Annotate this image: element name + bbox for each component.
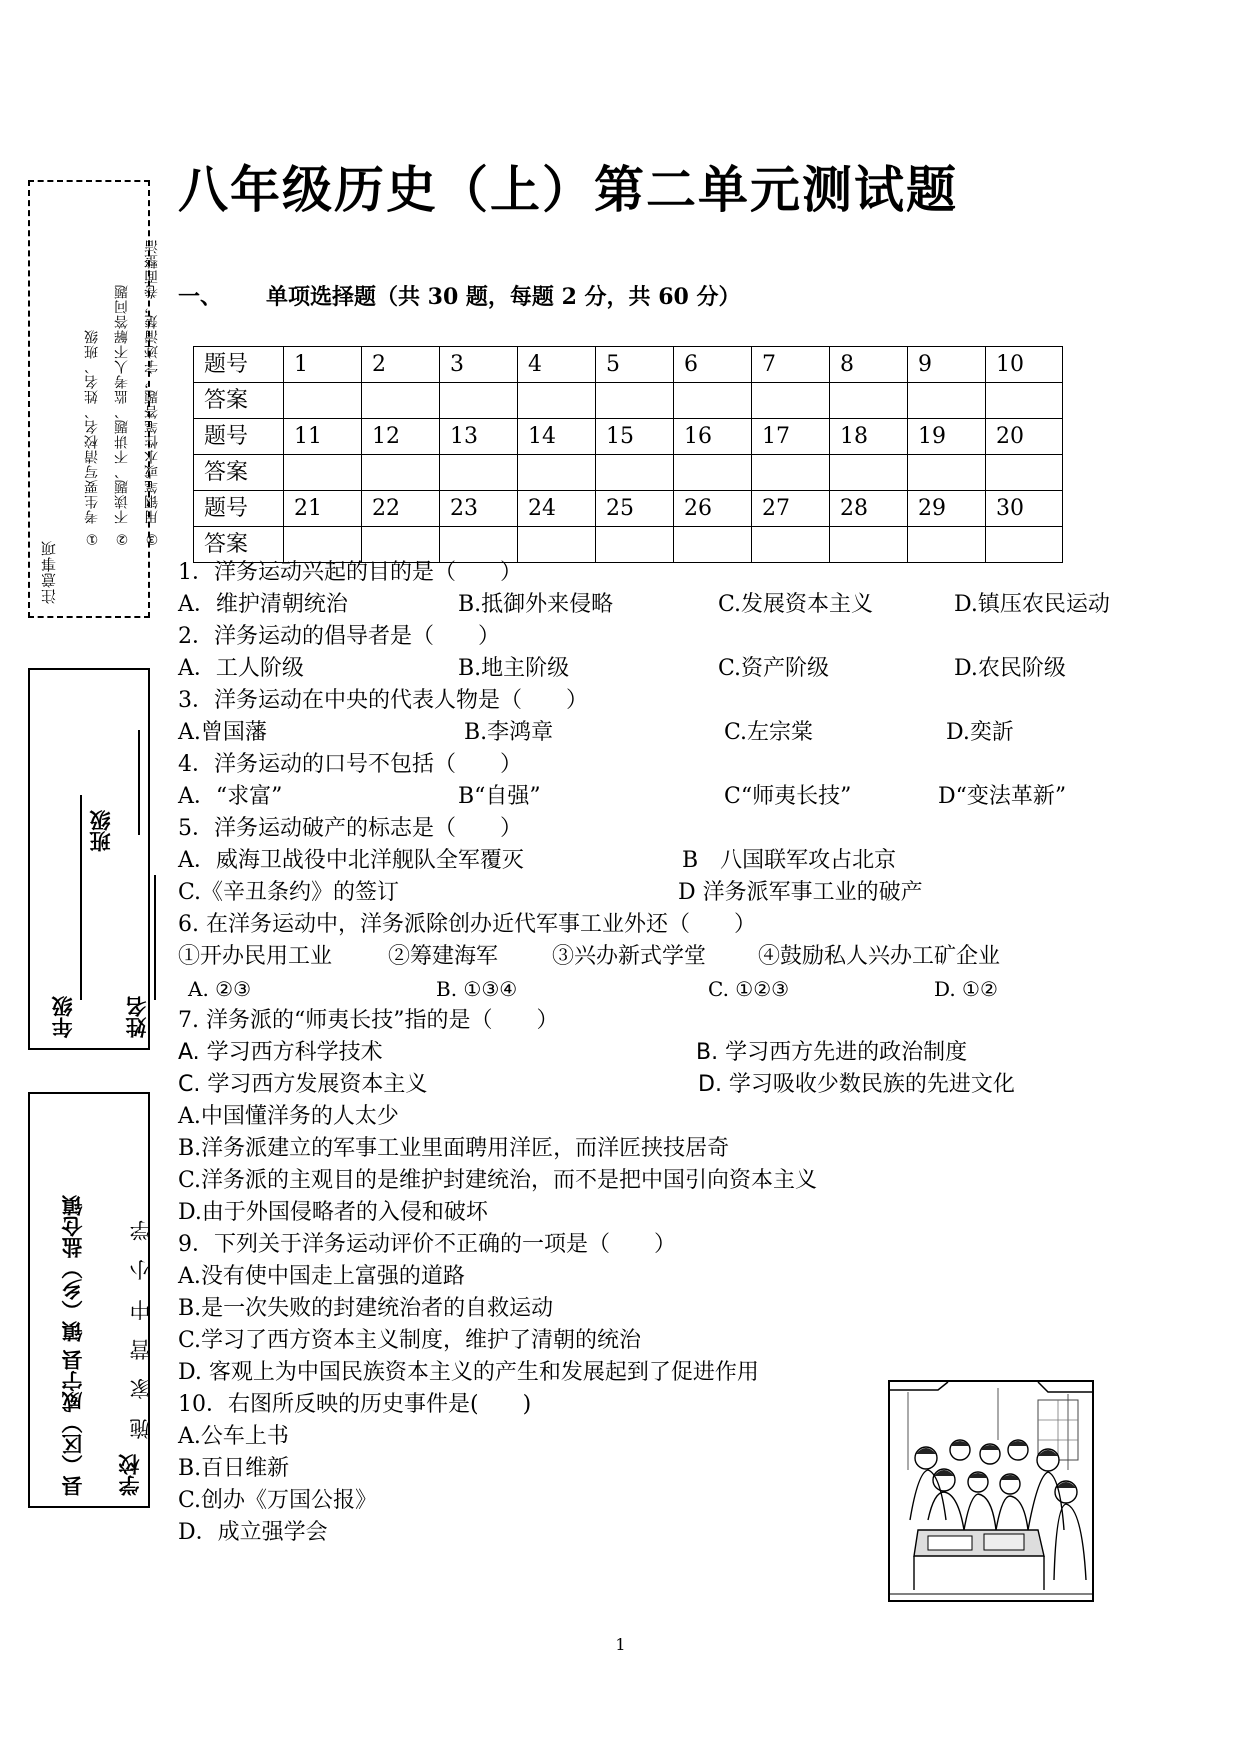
page-number: 1 [615,1635,626,1654]
name-blank[interactable] [154,875,156,1000]
option-text: D 洋务派军事工业的破产 [678,880,923,905]
option-row [178,877,1098,909]
option-text: ③兴办新式学堂 [552,944,707,969]
option-row [178,845,1098,877]
question-number: 29 [908,491,986,527]
table-row [194,419,1063,455]
option-text: D. ①② [934,977,998,1001]
question-number: 8 [830,347,908,383]
table-row [194,383,1063,419]
question-number: 26 [674,491,752,527]
school-info-box [28,1092,153,1508]
answer-table [193,346,1063,563]
option-text: A. ②③ [188,977,252,1001]
option-text: C.发展资本主义 [718,592,874,617]
section-number: 一、 [178,284,223,310]
option-text: D.农民阶级 [954,656,1066,681]
class-blank[interactable] [138,730,140,835]
question-text: 5．洋务运动破产的标志是（ ） [178,816,522,841]
option-row [178,781,1098,813]
answer-cell[interactable] [830,455,908,491]
question-number: 24 [518,491,596,527]
question-number: 23 [440,491,518,527]
option-text: D. 客观上为中国民族资本主义的产生和发展起到了促进作用 [178,1360,759,1385]
notice-box [28,180,160,618]
question-number: 19 [908,419,986,455]
question-number: 14 [518,419,596,455]
option-text: B.洋务派建立的军事工业里面聘用洋匠，而洋匠挟技居奇 [178,1136,730,1161]
option-text: B.百日维新 [178,1456,290,1481]
option-text: D.奕訢 [946,720,1014,745]
question-number: 20 [986,419,1063,455]
option-text: D. 学习吸收少数民族的先进文化 [698,1072,1015,1097]
question-number: 9 [908,347,986,383]
question-stem [178,1229,1098,1261]
option-text: ①开办民用工业 [178,944,333,969]
option-text: D“变法革新” [938,784,1067,809]
option-row [178,1069,1098,1101]
page-title: 八年级历史（上）第二单元测试题 [178,160,958,219]
answer-cell[interactable] [440,383,518,419]
answer-cell[interactable] [830,383,908,419]
answer-cell[interactable] [908,455,986,491]
question-number: 11 [284,419,362,455]
option-row [178,941,1098,973]
answer-cell[interactable] [440,455,518,491]
option-text: ④鼓励私人兴办工矿企业 [758,944,1001,969]
question-number: 5 [596,347,674,383]
question-number: 4 [518,347,596,383]
question-text: 10．右图所反映的历史事件是( ) [178,1392,532,1417]
question-stem [178,557,1098,589]
question-number: 28 [830,491,908,527]
question-stem [178,1005,1098,1037]
question-text: 3．洋务运动在中央的代表人物是（ ） [178,688,588,713]
question-number: 27 [752,491,830,527]
option-text: C“师夷长技” [724,784,852,809]
answer-label: 答案 [194,527,284,563]
grade-label: 年级 [50,996,75,1038]
notice-item-1: ① 考生要写清校名、姓名、班级 [84,328,100,546]
question-stem [178,621,1098,653]
answer-cell[interactable] [986,455,1063,491]
option-row [178,1133,1098,1165]
option-text: A. 学习西方科学技术 [178,1040,383,1065]
answer-cell[interactable] [908,383,986,419]
answer-cell[interactable] [986,383,1063,419]
question-text: 4．洋务运动的口号不包括（ ） [178,752,522,777]
option-text: B.抵御外来侵略 [458,592,614,617]
question-number: 16 [674,419,752,455]
question-text: 1．洋务运动兴起的目的是（ ） [178,560,522,585]
option-text: B. ①③④ [436,977,518,1001]
option-text: B.李鸿章 [464,720,554,745]
notice-item-2: ② 不读题、不讲题、监考人不解答问题 [114,283,130,546]
option-text: C.洋务派的主观目的是维护封建统治，而不是把中国引向资本主义 [178,1168,818,1193]
option-text: A．维护清朝统治 [178,592,348,617]
option-row [178,1165,1098,1197]
question-number: 3 [440,347,518,383]
option-text: B 八国联军攻占北京 [682,848,897,873]
section-heading [178,280,741,311]
answer-cell[interactable] [752,455,830,491]
option-text: C.资产阶级 [718,656,830,681]
option-text: B.是一次失败的封建统治者的自救运动 [178,1296,554,1321]
option-text: A．“求富” [178,784,283,809]
question-number: 1 [284,347,362,383]
question-text: 7. 洋务派的“师夷长技”指的是（ ） [178,1008,559,1033]
option-text: A.公车上书 [178,1424,289,1449]
question-number-label: 题号 [194,491,284,527]
question-number: 21 [284,491,362,527]
option-text: D．成立强学会 [178,1520,328,1545]
question-number: 12 [362,419,440,455]
question-stem [178,685,1098,717]
option-text: C. ①②③ [708,977,790,1001]
option-row [178,1037,1098,1069]
option-text: C.学习了西方资本主义制度，维护了清朝的统治 [178,1328,642,1353]
question-stem [178,749,1098,781]
class-label: 班级 [88,810,113,852]
option-text: B“自强” [458,784,541,809]
question-number: 2 [362,347,440,383]
question-number: 17 [752,419,830,455]
county-line: 县（区）威宁县 镇（乡）盐仓镇 [60,1194,85,1496]
answer-label: 答案 [194,383,284,419]
option-text: A.中国懂洋务的人太少 [178,1104,399,1129]
question-text: 2．洋务运动的倡导者是（ ） [178,624,500,649]
option-row [178,1101,1098,1133]
question-text: 9．下列关于洋务运动评价不正确的一项是（ ） [178,1232,676,1257]
option-text: C.创办《万国公报》 [178,1488,378,1513]
answer-cell[interactable] [518,455,596,491]
notice-heading: 注意事项 [40,540,58,604]
answer-cell[interactable] [284,455,362,491]
question-number: 25 [596,491,674,527]
question-number-label: 题号 [194,419,284,455]
answer-label: 答案 [194,455,284,491]
question-number-label: 题号 [194,347,284,383]
answer-cell[interactable] [284,383,362,419]
question-number: 18 [830,419,908,455]
option-row [178,1261,1098,1293]
question-number: 15 [596,419,674,455]
option-text: B. 学习西方先进的政治制度 [696,1040,968,1065]
option-text: A.曾国藩 [178,720,267,745]
name-label: 姓名 [124,996,149,1038]
option-text: C.左宗棠 [724,720,814,745]
historical-illustration [888,1380,1094,1602]
section-text: 单项选择题（共 30 题，每题 2 分，共 60 分） [266,284,741,310]
option-text: B.地主阶级 [458,656,570,681]
option-row [178,589,1110,621]
option-text: D.镇压农民运动 [954,592,1110,617]
option-row [178,1325,1098,1357]
option-text: A.没有使中国走上富强的道路 [178,1264,465,1289]
option-text: ②筹建海军 [388,944,499,969]
answer-cell[interactable] [518,383,596,419]
option-text: A．威海卫战役中北洋舰队全军覆灭 [178,848,524,873]
question-text: 6. 在洋务运动中，洋务派除创办近代军事工业外还（ ） [178,912,756,937]
option-row [178,1293,1098,1325]
question-number: 22 [362,491,440,527]
option-text: C. 学习西方发展资本主义 [178,1072,428,1097]
school-label: 学校 [117,1454,142,1496]
question-number: 13 [440,419,518,455]
table-row [194,491,1063,527]
grade-blank[interactable] [80,795,82,1000]
question-number: 30 [986,491,1063,527]
question-stem [178,909,1098,941]
answer-cell[interactable] [596,383,674,419]
answer-cell[interactable] [674,455,752,491]
question-number: 7 [752,347,830,383]
school-value: 施 家 营 中 小 学 [129,1214,153,1440]
student-info-box [28,668,150,1050]
question-number: 6 [674,347,752,383]
option-row [178,653,1098,685]
answer-cell[interactable] [362,383,440,419]
option-row [178,1197,1098,1229]
answer-cell[interactable] [674,383,752,419]
option-text: C.《辛丑条约》的签订 [178,880,400,905]
option-row [178,973,1098,1005]
question-number: 10 [986,347,1063,383]
answer-cell[interactable] [596,455,674,491]
answer-cell[interactable] [362,455,440,491]
answer-cell[interactable] [752,383,830,419]
notice-item-3: ③ 用钢笔或水性笔答题，字迹清楚，卷面整洁 [144,238,160,546]
option-text: A．工人阶级 [178,656,304,681]
table-row [194,455,1063,491]
option-row [178,717,1098,749]
table-row [194,347,1063,383]
option-text: D.由于外国侵略者的入侵和破坏 [178,1200,488,1225]
question-stem [178,813,1098,845]
